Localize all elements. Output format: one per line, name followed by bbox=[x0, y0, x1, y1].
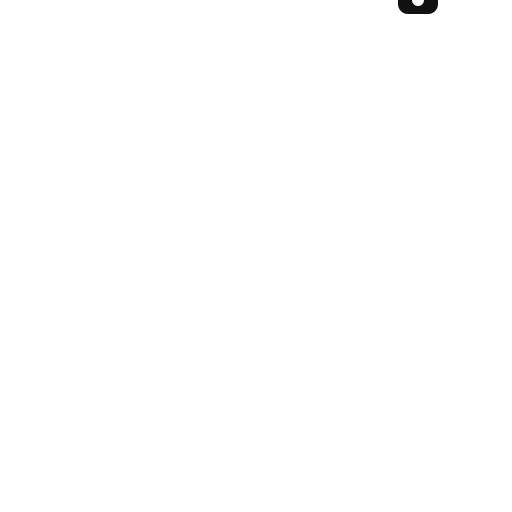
headline-letter-fragment bbox=[398, 0, 438, 14]
